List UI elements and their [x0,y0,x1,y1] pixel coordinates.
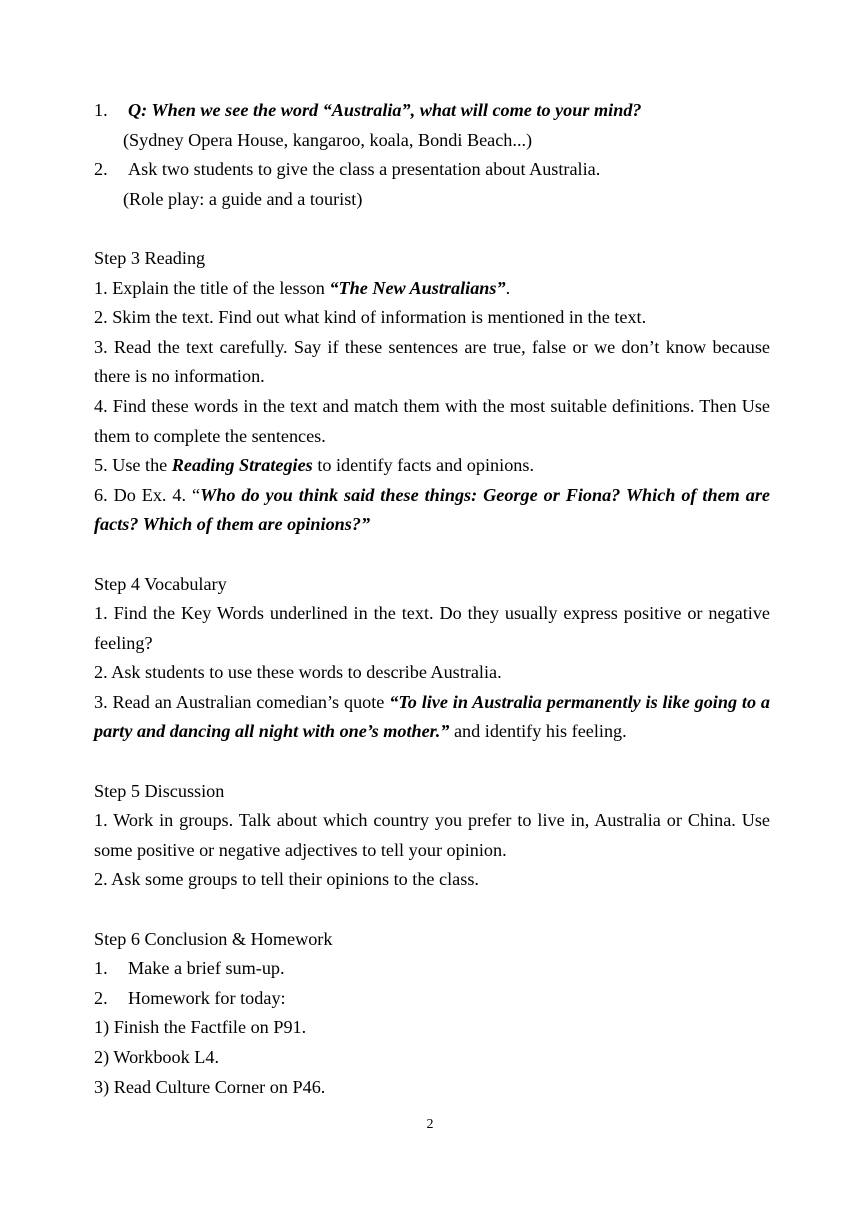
warmup-item-2-text: Ask two students to give the class a presentation about Australia. [128,159,601,180]
step6-item-1-text: Make a brief sum-up. [128,958,285,979]
step3-item-1 [94,274,770,304]
list-number: 1. [94,100,108,120]
homework-item-1: 1) Finish the Factfile on P91. [94,1017,307,1038]
page-number: 2 [426,1117,434,1132]
list-number: 1. [94,958,108,979]
homework-item-2: 2) Workbook L4. [94,1047,219,1067]
exercise-question-emphasis: Who do you think said these things: George or Fiona? Which of them are facts? Which of them are opinions?” [94,484,770,535]
step3-item-5-end: to identify facts and opinions. [312,455,535,476]
step4-item-1: 1. Find the Key Words underlined in the text. Do they usually express positive or negative feeling? [94,603,770,653]
step3-item-4: 4. Find these words in the text and match them with the most suitable definitions. Then Use them to complete the sentences. [94,395,770,446]
spacer [94,540,770,570]
step3-item-2: 2. Skim the text. Find out what kind of information is mentioned in the text. [94,307,647,328]
lesson-plan-body [94,96,770,1102]
step4-item-3 [94,688,770,747]
step6-item-2 [94,984,770,1014]
step6-heading: Step 6 Conclusion & Homework [94,928,333,949]
step5-item-1: 1. Work in groups. Talk about which country you prefer to live in, Australia or China. Use some positive or negative adjectives to tell your opinion. [94,810,770,860]
spacer [94,214,770,244]
step6-item-1 [94,954,770,984]
spacer [94,747,770,777]
comedian-quote: “To live in Australia permanently is like going to a party and dancing all night with one’s mother.” [94,691,770,742]
step4-item-3-end: and identify his feeling. [449,721,627,742]
list-number: 2. [94,987,108,1008]
step4-item-3-text: 3. Read an Australian comedian’s quote [94,691,390,712]
warmup-question-text: Q: When we see the word “Australia”, what will come to your mind? [128,100,642,120]
step3-item-5 [94,451,770,481]
step4-item-2: 2. Ask students to use these words to describe Australia. [94,662,502,683]
step5-item-2: 2. Ask some groups to tell their opinions to the class. [94,869,479,890]
step3-heading: Step 3 Reading [94,247,206,268]
spacer [94,895,770,925]
step4-heading: Step 4 Vocabulary [94,573,227,594]
homework-item-3: 3) Read Culture Corner on P46. [94,1076,326,1097]
warmup-answer-1: (Sydney Opera House, kangaroo, koala, Bondi Beach...) [123,129,533,150]
list-number: 2. [94,159,108,180]
lesson-title: “The New Australians” [329,277,506,298]
warmup-item-2 [94,155,770,185]
step3-item-6-text: 6. Do Ex. 4. “ [94,484,201,505]
step3-item-1-text: 1. Explain the title of the lesson [94,277,330,298]
step3-item-5-text: 5. Use the [94,455,172,476]
step6-item-2-text: Homework for today: [128,987,286,1008]
warmup-question-1 [94,96,770,126]
warmup-note-2: (Role play: a guide and a tourist) [123,188,363,209]
step3-item-3: 3. Read the text carefully. Say if these sentences are true, false or we don’t know because there is no information. [94,336,770,387]
step3-item-6 [94,481,770,540]
step3-item-1-end: . [505,277,511,298]
step5-heading: Step 5 Discussion [94,780,225,801]
reading-strategies-emphasis: Reading Strategies [171,455,313,476]
